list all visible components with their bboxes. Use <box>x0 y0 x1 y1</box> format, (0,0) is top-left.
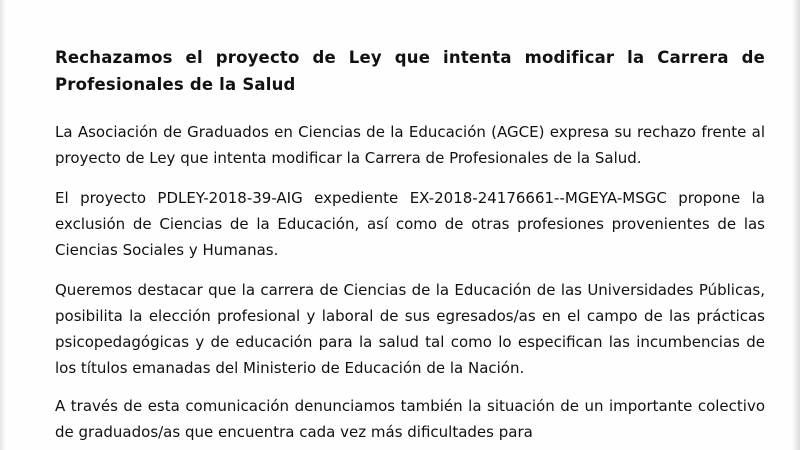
paragraph-denuncia: A través de esta comunicación denunciamos también la situación de un importante colectivo de graduados/as que encuentra cada vez más dificultades para <box>55 397 765 441</box>
document-body <box>55 44 765 445</box>
paragraph-proyecto-exclusion: El proyecto PDLEY-2018-39-AIG expediente EX-2018-24176661--MGEYA-MSGC propone la exclusión de Ciencias de la Educación, así como de otras profesiones provenientes de las Ciencias Sociales y Humanas. <box>55 189 765 259</box>
page-right-shadow <box>792 0 800 450</box>
document-title: Rechazamos el proyecto de Ley que intenta modificar la Carrera de Profesionales de la Salud <box>55 48 765 94</box>
paragraph-carrera-ciencias: Queremos destacar que la carrera de Ciencias de la Educación de las Universidades Públicas, posibilita la elección profesional y laboral de sus egresados/as en el campo de las prácticas psicopedagógicas y de educación para la salud tal como lo especifican las incumbencias de los títulos emanadas del Ministerio de Educación de la Nación. <box>55 281 765 377</box>
paragraph-agce-rechazo: La Asociación de Graduados en Ciencias de la Educación (AGCE) expresa su rechazo frente al proyecto de Ley que intenta modificar la Carrera de Profesionales de la Salud. <box>55 123 765 167</box>
page-left-shadow <box>0 0 6 450</box>
